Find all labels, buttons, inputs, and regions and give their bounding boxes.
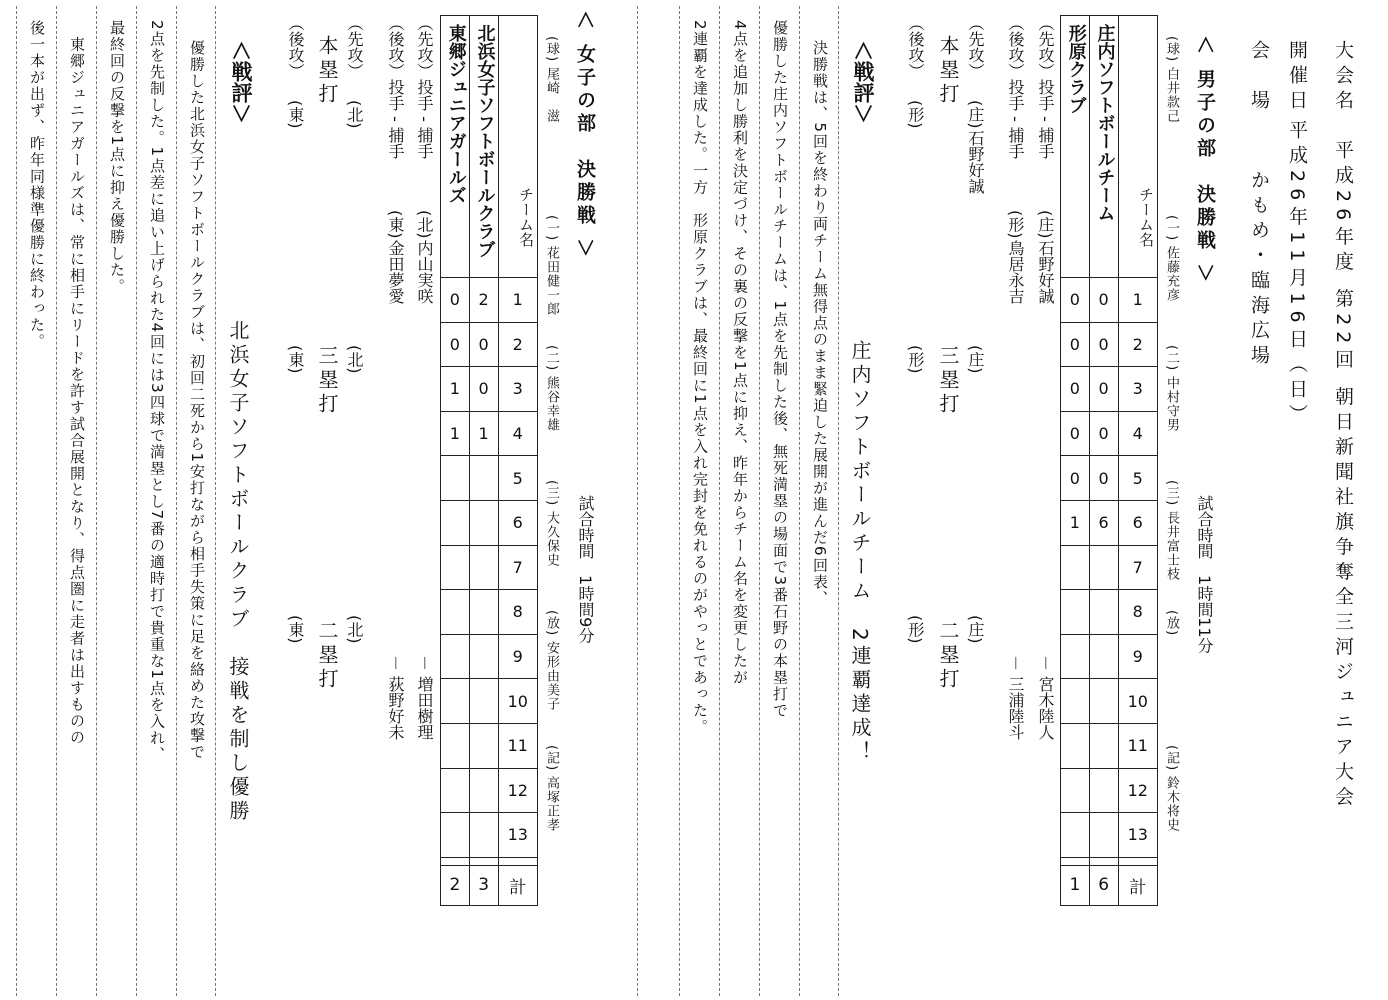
boys-inning-score: 0 — [1061, 278, 1090, 323]
boys-umpire-third: (三) 長井富士枝 — [1164, 480, 1179, 582]
girls-hits-second-side: （後攻） — [286, 15, 305, 79]
boys-inning-score: 0 — [1089, 322, 1118, 367]
boys-inning-number: 12 — [1118, 768, 1157, 813]
girls-inning-score — [441, 679, 470, 724]
girls-umpire-recorder: (記) 高塚正孝 — [544, 745, 559, 833]
girls-inning-score — [469, 500, 498, 545]
girls-umpire-broadcast: (放) 安形由美子 — [544, 610, 559, 712]
girls-inning-score — [469, 768, 498, 813]
girls-team-header: チーム名 — [498, 16, 537, 278]
girls-inning-score: 1 — [441, 367, 470, 412]
boys-inning-score — [1061, 679, 1090, 724]
girls-review-label: ＜戦評＞ — [229, 40, 253, 124]
boys-inning-score: 0 — [1061, 411, 1090, 456]
divider — [136, 6, 137, 996]
boys-inning-number: 2 — [1118, 322, 1157, 367]
boys-inning-score: 0 — [1089, 367, 1118, 412]
girls-inning-score — [441, 500, 470, 545]
boys-inning-score — [1061, 545, 1090, 590]
girls-review-line-3: 最終回の反撃を1点に抑え優勝した。 — [108, 20, 126, 296]
boys-inning-number: 11 — [1118, 723, 1157, 768]
boys-battery-first-side: （先攻）投手 - 捕手 — [1036, 15, 1055, 159]
girls-inning-number: 13 — [498, 813, 537, 858]
boys-battery-first-catcher: － 宮木陸人 — [1036, 655, 1055, 741]
boys-umpire-first: (一) 佐藤充彦 — [1164, 215, 1179, 303]
divider — [759, 6, 760, 996]
girls-game-time: 試合時間 1時間9分 — [576, 495, 595, 644]
girls-inning-number: 8 — [498, 590, 537, 635]
girls-inning-number: 6 — [498, 500, 537, 545]
boys-total-label: 計 — [1118, 865, 1157, 905]
girls-total-score: 2 — [441, 865, 470, 905]
boys-scoreboard — [1060, 15, 1158, 906]
boys-umpire-second: (二) 中村守男 — [1164, 345, 1179, 433]
boys-hits-first-player-hr: 石野好誠 — [966, 130, 985, 194]
girls-triple-label: 三塁打 — [315, 345, 339, 417]
tournament-label: 大会名 — [1332, 40, 1354, 115]
date-label: 開催日 — [1286, 40, 1308, 115]
girls-inning-score — [441, 634, 470, 679]
girls-inning-score — [469, 634, 498, 679]
divider — [838, 6, 839, 996]
girls-inning-score — [441, 590, 470, 635]
girls-battery-first-team: (北) — [415, 210, 434, 239]
girls-hits-second-team-double: (東) — [286, 615, 305, 644]
girls-inning-number: 5 — [498, 456, 537, 501]
boys-inning-score: 6 — [1089, 500, 1118, 545]
girls-inning-number: 4 — [498, 411, 537, 456]
venue-value: かもめ・臨海広場 — [1248, 170, 1270, 370]
girls-review-headline: 北浜女子ソフトボールクラブ 接戦を制し優勝 — [226, 320, 250, 824]
girls-umpire-plate: (球) 尾崎 滋 — [544, 36, 559, 124]
girls-review-line-1: 優勝した北浜女子ソフトボールクラブは、初回二死から1安打ながら相手失策に足を絡めた攻撃で — [188, 40, 206, 761]
girls-hits-second-team-hr: (東) — [286, 100, 305, 129]
boys-hits-first-side: （先攻） — [966, 15, 985, 79]
girls-battery-first-catcher: － 増田樹理 — [415, 655, 434, 741]
boys-section-title: ＜ 男子の部 決勝戦 ＞ — [1194, 35, 1216, 287]
girls-home-run-label: 本塁打 — [315, 35, 339, 107]
girls-inning-number: 10 — [498, 679, 537, 724]
boys-hits-first-team-triple: (庄) — [966, 345, 985, 374]
boys-inning-score — [1089, 545, 1118, 590]
girls-inning-score — [441, 813, 470, 858]
girls-inning-score: 0 — [441, 322, 470, 367]
girls-hits-first-team-hr: (北) — [345, 100, 364, 129]
girls-umpire-third: (三) 大久保史 — [544, 480, 559, 568]
boys-inning-score — [1089, 723, 1118, 768]
boys-double-label: 二塁打 — [936, 620, 960, 692]
girls-hits-first-team-double: (北) — [345, 615, 364, 644]
boys-inning-score: 0 — [1089, 411, 1118, 456]
boys-inning-score — [1089, 813, 1118, 858]
boys-inning-score — [1089, 768, 1118, 813]
girls-inning-score — [469, 590, 498, 635]
girls-battery-second-pitcher: 金田夢愛 — [386, 240, 405, 304]
boys-inning-score: 0 — [1061, 322, 1090, 367]
girls-inning-score: 2 — [469, 278, 498, 323]
girls-inning-number: 9 — [498, 634, 537, 679]
boys-hits-second-team-hr: (形) — [906, 100, 925, 129]
boys-review-label: ＜戦評＞ — [851, 40, 875, 124]
boys-umpire-broadcast: (放) — [1164, 610, 1179, 637]
girls-inning-number: 12 — [498, 768, 537, 813]
girls-inning-score — [469, 545, 498, 590]
boys-team-name: 庄内ソフトボールチーム — [1089, 16, 1118, 278]
divider — [96, 6, 97, 996]
boys-review-line-4: 2連覇を達成した。一方 形原クラブは、最終回に1点を入れ完封を免れるのがやっとであった。 — [691, 20, 709, 736]
girls-hits-second-team-triple: (東) — [286, 345, 305, 374]
girls-inning-number: 1 — [498, 278, 537, 323]
boys-review-line-2: 優勝した庄内ソフトボールチームは、1点を先制した後、無死満塁の場面で3番石野の本塁打で — [771, 20, 789, 719]
boys-review-line-3: 4点を追加し勝利を決定づけ、その裏の反撃を1点に抑え、昨年からチーム名を変更したが — [731, 20, 749, 686]
girls-umpire-second: (二) 熊谷幸雄 — [544, 345, 559, 433]
boys-triple-label: 三塁打 — [936, 345, 960, 417]
tournament-name: 平成26年度 第22回 朝日新聞社旗争奪全三河ジュニア大会 — [1332, 140, 1354, 812]
boys-team-header: チーム名 — [1118, 16, 1157, 278]
boys-hits-second-team-double: (形) — [906, 615, 925, 644]
girls-section-title: ＜ 女子の部 決勝戦 ＞ — [574, 10, 596, 262]
girls-inning-number: 3 — [498, 367, 537, 412]
boys-inning-score — [1089, 590, 1118, 635]
boys-inning-number: 1 — [1118, 278, 1157, 323]
boys-battery-second-catcher: － 三浦陸斗 — [1006, 655, 1025, 741]
girls-battery-second-team: (東) — [386, 210, 405, 239]
boys-hits-first-team-double: (庄) — [966, 615, 985, 644]
girls-review-line-2: 2点を先制した。1点差に追い上げられた4回には3四球で満塁とし7番の適時打で貴重な1点を入れ、 — [148, 20, 166, 763]
divider — [719, 6, 720, 996]
boys-inning-score: 1 — [1061, 500, 1090, 545]
boys-inning-number: 6 — [1118, 500, 1157, 545]
boys-review-headline: 庄内ソフトボールチーム 2連覇達成！ — [848, 340, 872, 765]
girls-inning-score: 0 — [469, 322, 498, 367]
boys-inning-score — [1061, 723, 1090, 768]
boys-home-run-label: 本塁打 — [936, 35, 960, 107]
girls-inning-score: 1 — [469, 411, 498, 456]
date-value: 平成26年11月16日（日） — [1286, 120, 1308, 429]
girls-inning-score: 0 — [469, 367, 498, 412]
boys-inning-score: 0 — [1061, 456, 1090, 501]
boys-hits-second-team-triple: (形) — [906, 345, 925, 374]
divider — [799, 6, 800, 996]
boys-battery-second-team: (形) — [1006, 210, 1025, 239]
girls-battery-first-side: （先攻）投手 - 捕手 — [415, 15, 434, 159]
girls-inning-score — [441, 456, 470, 501]
boys-inning-number: 8 — [1118, 590, 1157, 635]
girls-total-label: 計 — [498, 865, 537, 905]
girls-inning-number: 2 — [498, 322, 537, 367]
boys-inning-score — [1089, 679, 1118, 724]
girls-inning-score — [469, 813, 498, 858]
girls-scoreboard — [440, 15, 538, 906]
girls-battery-first-pitcher: 内山実咲 — [415, 240, 434, 304]
boys-inning-number: 13 — [1118, 813, 1157, 858]
divider — [637, 6, 638, 996]
girls-inning-score: 1 — [441, 411, 470, 456]
boys-umpire-plate: (球) 白井款己 — [1164, 36, 1179, 124]
boys-inning-score — [1061, 813, 1090, 858]
boys-battery-first-pitcher: 石野好誠 — [1036, 240, 1055, 304]
venue-label: 会 場 — [1248, 40, 1270, 115]
girls-inning-score — [469, 456, 498, 501]
boys-inning-score: 0 — [1089, 456, 1118, 501]
boys-inning-number: 7 — [1118, 545, 1157, 590]
girls-team-name: 北浜女子ソフトボールクラブ — [469, 16, 498, 278]
boys-umpire-recorder: (記) 鈴木将史 — [1164, 745, 1179, 833]
boys-inning-number: 9 — [1118, 634, 1157, 679]
girls-battery-second-side: （後攻）投手 - 捕手 — [386, 15, 405, 159]
girls-inning-score — [469, 679, 498, 724]
boys-inning-number: 5 — [1118, 456, 1157, 501]
girls-hits-first-team-triple: (北) — [345, 345, 364, 374]
girls-battery-second-catcher: － 荻野好未 — [386, 655, 405, 741]
girls-review-line-5: 後一本が出ず、昨年同様準優勝に終わった。 — [28, 20, 46, 350]
girls-inning-score — [441, 768, 470, 813]
boys-total-score: 6 — [1089, 865, 1118, 905]
boys-hits-second-side: （後攻） — [906, 15, 925, 79]
divider — [215, 6, 216, 996]
boys-inning-score: 0 — [1089, 278, 1118, 323]
boys-inning-score — [1089, 634, 1118, 679]
girls-double-label: 二塁打 — [315, 620, 339, 692]
boys-inning-number: 4 — [1118, 411, 1157, 456]
girls-inning-number: 11 — [498, 723, 537, 768]
boys-total-score: 1 — [1061, 865, 1090, 905]
boys-inning-score: 0 — [1061, 367, 1090, 412]
girls-total-score: 3 — [469, 865, 498, 905]
boys-battery-second-pitcher: 鳥居永吉 — [1006, 240, 1025, 304]
boys-inning-score — [1061, 634, 1090, 679]
girls-umpire-first: (一) 花田健一郎 — [544, 215, 559, 317]
girls-inning-number: 7 — [498, 545, 537, 590]
girls-inning-score — [441, 723, 470, 768]
girls-inning-score — [469, 723, 498, 768]
girls-inning-score: 0 — [441, 278, 470, 323]
divider — [679, 6, 680, 996]
boys-battery-second-side: （後攻）投手 - 捕手 — [1006, 15, 1025, 159]
boys-review-line-1: 決勝戦は、5回を終わり両チーム無得点のまま緊迫した展開が進んだ6回表、 — [811, 40, 829, 607]
divider — [176, 6, 177, 996]
boys-inning-score — [1061, 590, 1090, 635]
divider — [16, 6, 17, 996]
boys-hits-first-team-hr: (庄) — [966, 100, 985, 129]
girls-review-line-4: 東郷ジュニアガールズは、常に相手にリードを許す試合展開となり、得点圏に走者は出すものの — [68, 20, 86, 746]
divider — [56, 6, 57, 996]
girls-hits-first-side: （先攻） — [345, 15, 364, 79]
boys-game-time: 試合時間 1時間11分 — [1195, 495, 1214, 654]
boys-inning-score — [1061, 768, 1090, 813]
girls-inning-score — [441, 545, 470, 590]
boys-inning-number: 10 — [1118, 679, 1157, 724]
boys-battery-first-team: (庄) — [1036, 210, 1055, 239]
boys-team-name: 形原クラブ — [1061, 16, 1090, 278]
boys-inning-number: 3 — [1118, 367, 1157, 412]
girls-team-name: 東郷ジュニアガールズ — [441, 16, 470, 278]
